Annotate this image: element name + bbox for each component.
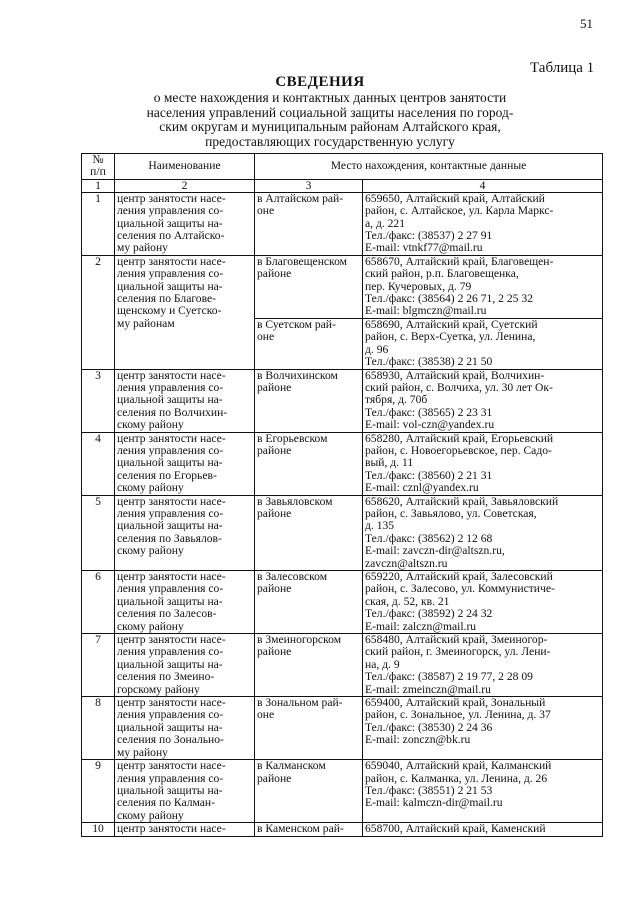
district-cell	[255, 432, 363, 495]
table-row	[82, 192, 603, 255]
contact-details: 659220, Алтайский край, Залесовский район, с. Залесово, ул. Коммунистиче- ская, д. 52, кв. 21 Тел./факс: (38592) 2 24 32 E-mail: zalczn@mail.ru	[365, 570, 555, 633]
row-number: 9	[82, 760, 115, 823]
district-name: в Каменском рай-	[257, 822, 344, 836]
table-row	[82, 255, 603, 318]
contact-details: 658620, Алтайский край, Завьяловский район, с. Завьялово, ул. Советская, д. 135 Тел./факс: (38562) 2 12 68 E-mail: zavczn-dir@altszn.ru, zavczn@altszn.ru	[365, 494, 559, 570]
contact-details: 659650, Алтайский край, Алтайский район, с. Алтайское, ул. Карла Маркс- а, д. 221 Тел./факс: (38537) 2 27 91 E-mail: vtnkf77@mail.ru	[365, 191, 554, 255]
table-row	[82, 432, 603, 495]
table-body	[82, 192, 603, 836]
contact-cell	[363, 369, 603, 432]
contact-details: 659040, Алтайский край, Калманский район, с. Калманка, ул. Ленина, д. 26 Тел./факс: (38551) 2 21 53 E-mail: kalmczn-dir@mail.ru	[365, 759, 552, 810]
header-num: № п/п	[82, 154, 115, 180]
table-row	[82, 369, 603, 432]
contact-details: 658480, Алтайский край, Змеиногор- ский район, г. Змеиногорск, ул. Лени- на, д. 9 Тел./факс: (38587) 2 19 77, 2 28 09 E-mail: zmeinczn@mail.ru	[365, 633, 551, 696]
header-name: Наименование	[115, 154, 255, 180]
district-cell	[255, 697, 363, 760]
row-number: 6	[82, 571, 115, 634]
document-subtitle: о месте нахождения и контактных данных центров занятости населения управлений социальной защиты населения по город- ским округам и муниципальным районам Алтайского края, предоставляющих государственную услугу	[146, 90, 514, 149]
district-name: в Завьяловском районе	[257, 494, 333, 520]
center-name: центр занятости насе- ления управления со- циальной защиты на- селения по Змеино- горскому району	[117, 633, 226, 696]
center-name-cell	[115, 760, 255, 823]
contact-cell	[363, 760, 603, 823]
contact-cell	[363, 318, 603, 369]
contact-cell	[363, 697, 603, 760]
table-label: Таблица 1	[530, 60, 595, 76]
center-name: центр занятости насе- ления управления со- циальной защиты на- селения по Залесов- скому району	[117, 570, 226, 633]
district-name: в Зональном рай- оне	[257, 696, 343, 722]
center-name-cell	[115, 495, 255, 570]
page-number: 51	[580, 16, 593, 31]
column-index: 3	[255, 179, 363, 192]
center-name: центр занятости насе- ления управления со- циальной защиты на- селения по Завьялов- скому району	[117, 494, 226, 558]
center-name-cell	[115, 823, 255, 836]
contact-cell	[363, 495, 603, 570]
row-number: 3	[82, 369, 115, 432]
center-name: центр занятости насе- ления управления со- циальной защиты на- селения по Благове- щенскому и Суетско- му районам	[117, 254, 226, 330]
district-name: в Калманском районе	[257, 759, 326, 785]
column-index-row	[82, 179, 603, 192]
district-cell	[255, 760, 363, 823]
table-row	[82, 495, 603, 570]
contact-cell	[363, 432, 603, 495]
center-name: центр занятости насе- ления управления со- циальной защиты на- селения по Егорьев- скому району	[117, 431, 226, 495]
contact-details: 659400, Алтайский край, Зональный район, с. Зональное, ул. Ленина, д. 37 Тел./факс: (38530) 2 24 36 E-mail: zonczn@bk.ru	[365, 696, 551, 747]
contact-details: 658690, Алтайский край, Суетский район, с. Верх-Суетка, ул. Ленина, д. 96 Тел./факс: (38538) 2 21 50	[365, 317, 538, 369]
contact-cell	[363, 634, 603, 697]
table-row	[82, 697, 603, 760]
row-number: 10	[82, 823, 115, 836]
column-index: 1	[82, 179, 115, 192]
contact-details: 658280, Алтайский край, Егорьевский район, с. Новоегорьевское, пер. Садо- вый, д. 11 Тел./факс: (38560) 2 21 31 E-mail: cznl@yandex.ru	[365, 431, 554, 495]
document-title: СВЕДЕНИЯ	[275, 74, 365, 90]
header-location: Место нахождения, контактные данные	[255, 154, 603, 180]
district-cell	[255, 369, 363, 432]
district-name: в Змеиногорском районе	[257, 633, 342, 659]
center-name-cell	[115, 697, 255, 760]
row-number: 1	[82, 192, 115, 255]
center-name: центр занятости насе- ления управления со- циальной защиты на- селения по Калман- скому району	[117, 759, 226, 822]
contact-cell	[363, 192, 603, 255]
center-name-cell	[115, 571, 255, 634]
center-name: центр занятости насе- ления управления со- циальной защиты на- селения по Волчихин- скому району	[117, 368, 228, 432]
table-row	[82, 823, 603, 836]
district-name: в Благовещенском районе	[257, 254, 348, 281]
contact-details: 658700, Алтайский край, Каменский	[365, 822, 546, 836]
district-cell	[255, 255, 363, 318]
district-cell	[255, 192, 363, 255]
center-name-cell	[115, 192, 255, 255]
row-number: 5	[82, 495, 115, 570]
district-cell	[255, 495, 363, 570]
contact-cell	[363, 823, 603, 836]
district-cell	[255, 634, 363, 697]
contact-details: 658930, Алтайский край, Волчихин- ский район, с. Волчиха, ул. 30 лет Ок- тября, д. 70б Тел./факс: (38565) 2 23 31 E-mail: vol-czn@yandex.ru	[365, 368, 553, 432]
district-name: в Алтайском рай- оне	[257, 191, 344, 218]
table-row	[82, 760, 603, 823]
table-header-row	[82, 154, 603, 180]
row-number: 4	[82, 432, 115, 495]
contact-details: 658670, Алтайский край, Благовещен- ский район, р.п. Благовещенка, пер. Кучеровых, д. 79 Тел./факс: (38564) 2 26 71, 2 25 32 E-mail: blgmczn@mail.ru	[365, 254, 554, 318]
column-index: 4	[363, 179, 603, 192]
district-name: в Егорьевском районе	[257, 431, 328, 457]
center-name-cell	[115, 255, 255, 369]
district-name: в Волчихинском районе	[257, 368, 338, 394]
district-name: в Залесовском районе	[257, 570, 328, 596]
district-cell	[255, 571, 363, 634]
contact-cell	[363, 571, 603, 634]
center-name: центр занятости насе- ления управления со- циальной защиты на- селения по Зонально- му району	[117, 696, 226, 759]
row-number: 8	[82, 697, 115, 760]
center-name: центр занятости насе-	[117, 822, 226, 836]
row-number: 7	[82, 634, 115, 697]
center-name-cell	[115, 369, 255, 432]
row-number: 2	[82, 255, 115, 369]
centers-table	[81, 153, 603, 837]
district-cell	[255, 318, 363, 369]
district-cell	[255, 823, 363, 836]
contact-cell	[363, 255, 603, 318]
table-row	[82, 634, 603, 697]
center-name-cell	[115, 432, 255, 495]
center-name-cell	[115, 634, 255, 697]
center-name: центр занятости насе- ления управления со- циальной защиты на- селения по Алтайско- му району	[117, 191, 226, 255]
column-index: 2	[115, 179, 255, 192]
table-row	[82, 571, 603, 634]
district-name: в Суетском рай- оне	[257, 317, 336, 344]
